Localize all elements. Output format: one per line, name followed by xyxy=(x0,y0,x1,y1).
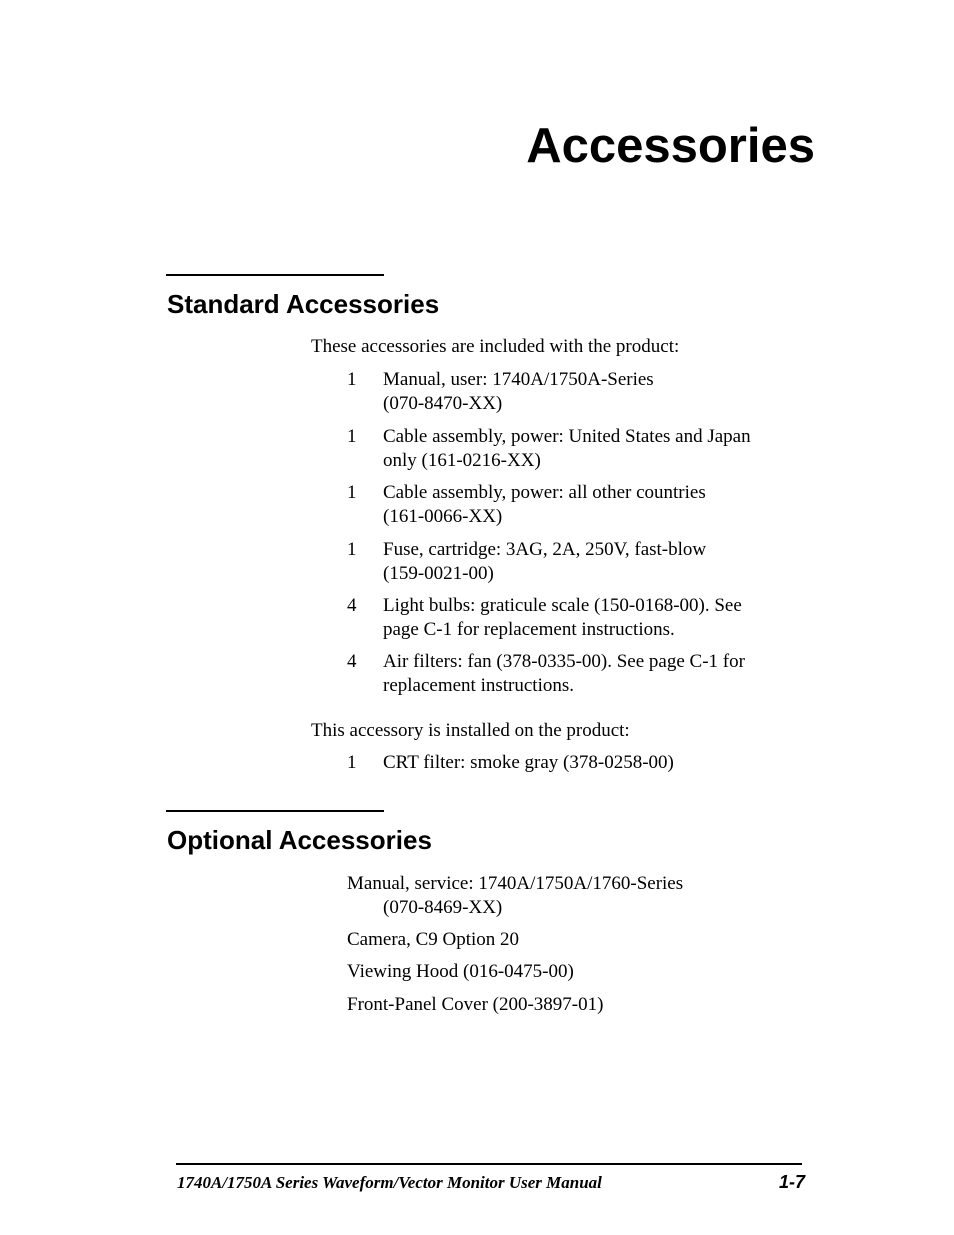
item-description: Fuse, cartridge: 3AG, 2A, 250V, fast-blow (159-0021-00) xyxy=(383,539,707,584)
heading-standard-accessories: Standard Accessories xyxy=(167,289,440,319)
item-description: Air filters: fan (378-0335-00). See page C-1 for replacement instructions. xyxy=(383,651,745,696)
item-quantity: 1 xyxy=(347,482,357,503)
item-quantity: 1 xyxy=(347,752,357,773)
item-description: CRT filter: smoke gray (378-0258-00) xyxy=(383,752,674,773)
footer-rule xyxy=(176,1163,802,1165)
item-quantity: 1 xyxy=(347,539,357,560)
footer-manual-title: 1740A/1750A Series Waveform/Vector Monitor User Manual xyxy=(177,1173,602,1192)
section-rule-optional xyxy=(166,810,384,812)
item-description: Cable assembly, power: United States and Japan only (161-0216-XX) xyxy=(383,426,751,471)
item-quantity: 4 xyxy=(347,595,357,616)
item-quantity: 1 xyxy=(347,426,357,447)
list-item: Camera, C9 Option 20 xyxy=(347,929,520,950)
item-description: Cable assembly, power: all other countries (161-0066-XX) xyxy=(383,482,706,527)
item-description: Light bulbs: graticule scale (150-0168-00). See page C-1 for replacement instructions. xyxy=(383,595,742,640)
item-quantity: 4 xyxy=(347,651,357,672)
item-description: Manual, user: 1740A/1750A-Series (070-8470-XX) xyxy=(383,369,654,414)
heading-optional-accessories: Optional Accessories xyxy=(167,825,432,855)
page-number: 1-7 xyxy=(778,1172,805,1192)
installed-intro: This accessory is installed on the product: xyxy=(311,720,630,741)
page-title: Accessories xyxy=(526,119,815,173)
list-item: Front-Panel Cover (200-3897-01) xyxy=(347,994,604,1015)
standard-intro: These accessories are included with the product: xyxy=(311,336,680,357)
section-rule-standard xyxy=(166,274,384,276)
list-item: Manual, service: 1740A/1750A/1760-Series (070-8469-XX) xyxy=(347,873,684,918)
item-quantity: 1 xyxy=(347,369,357,390)
list-item: Viewing Hood (016-0475-00) xyxy=(347,961,574,982)
